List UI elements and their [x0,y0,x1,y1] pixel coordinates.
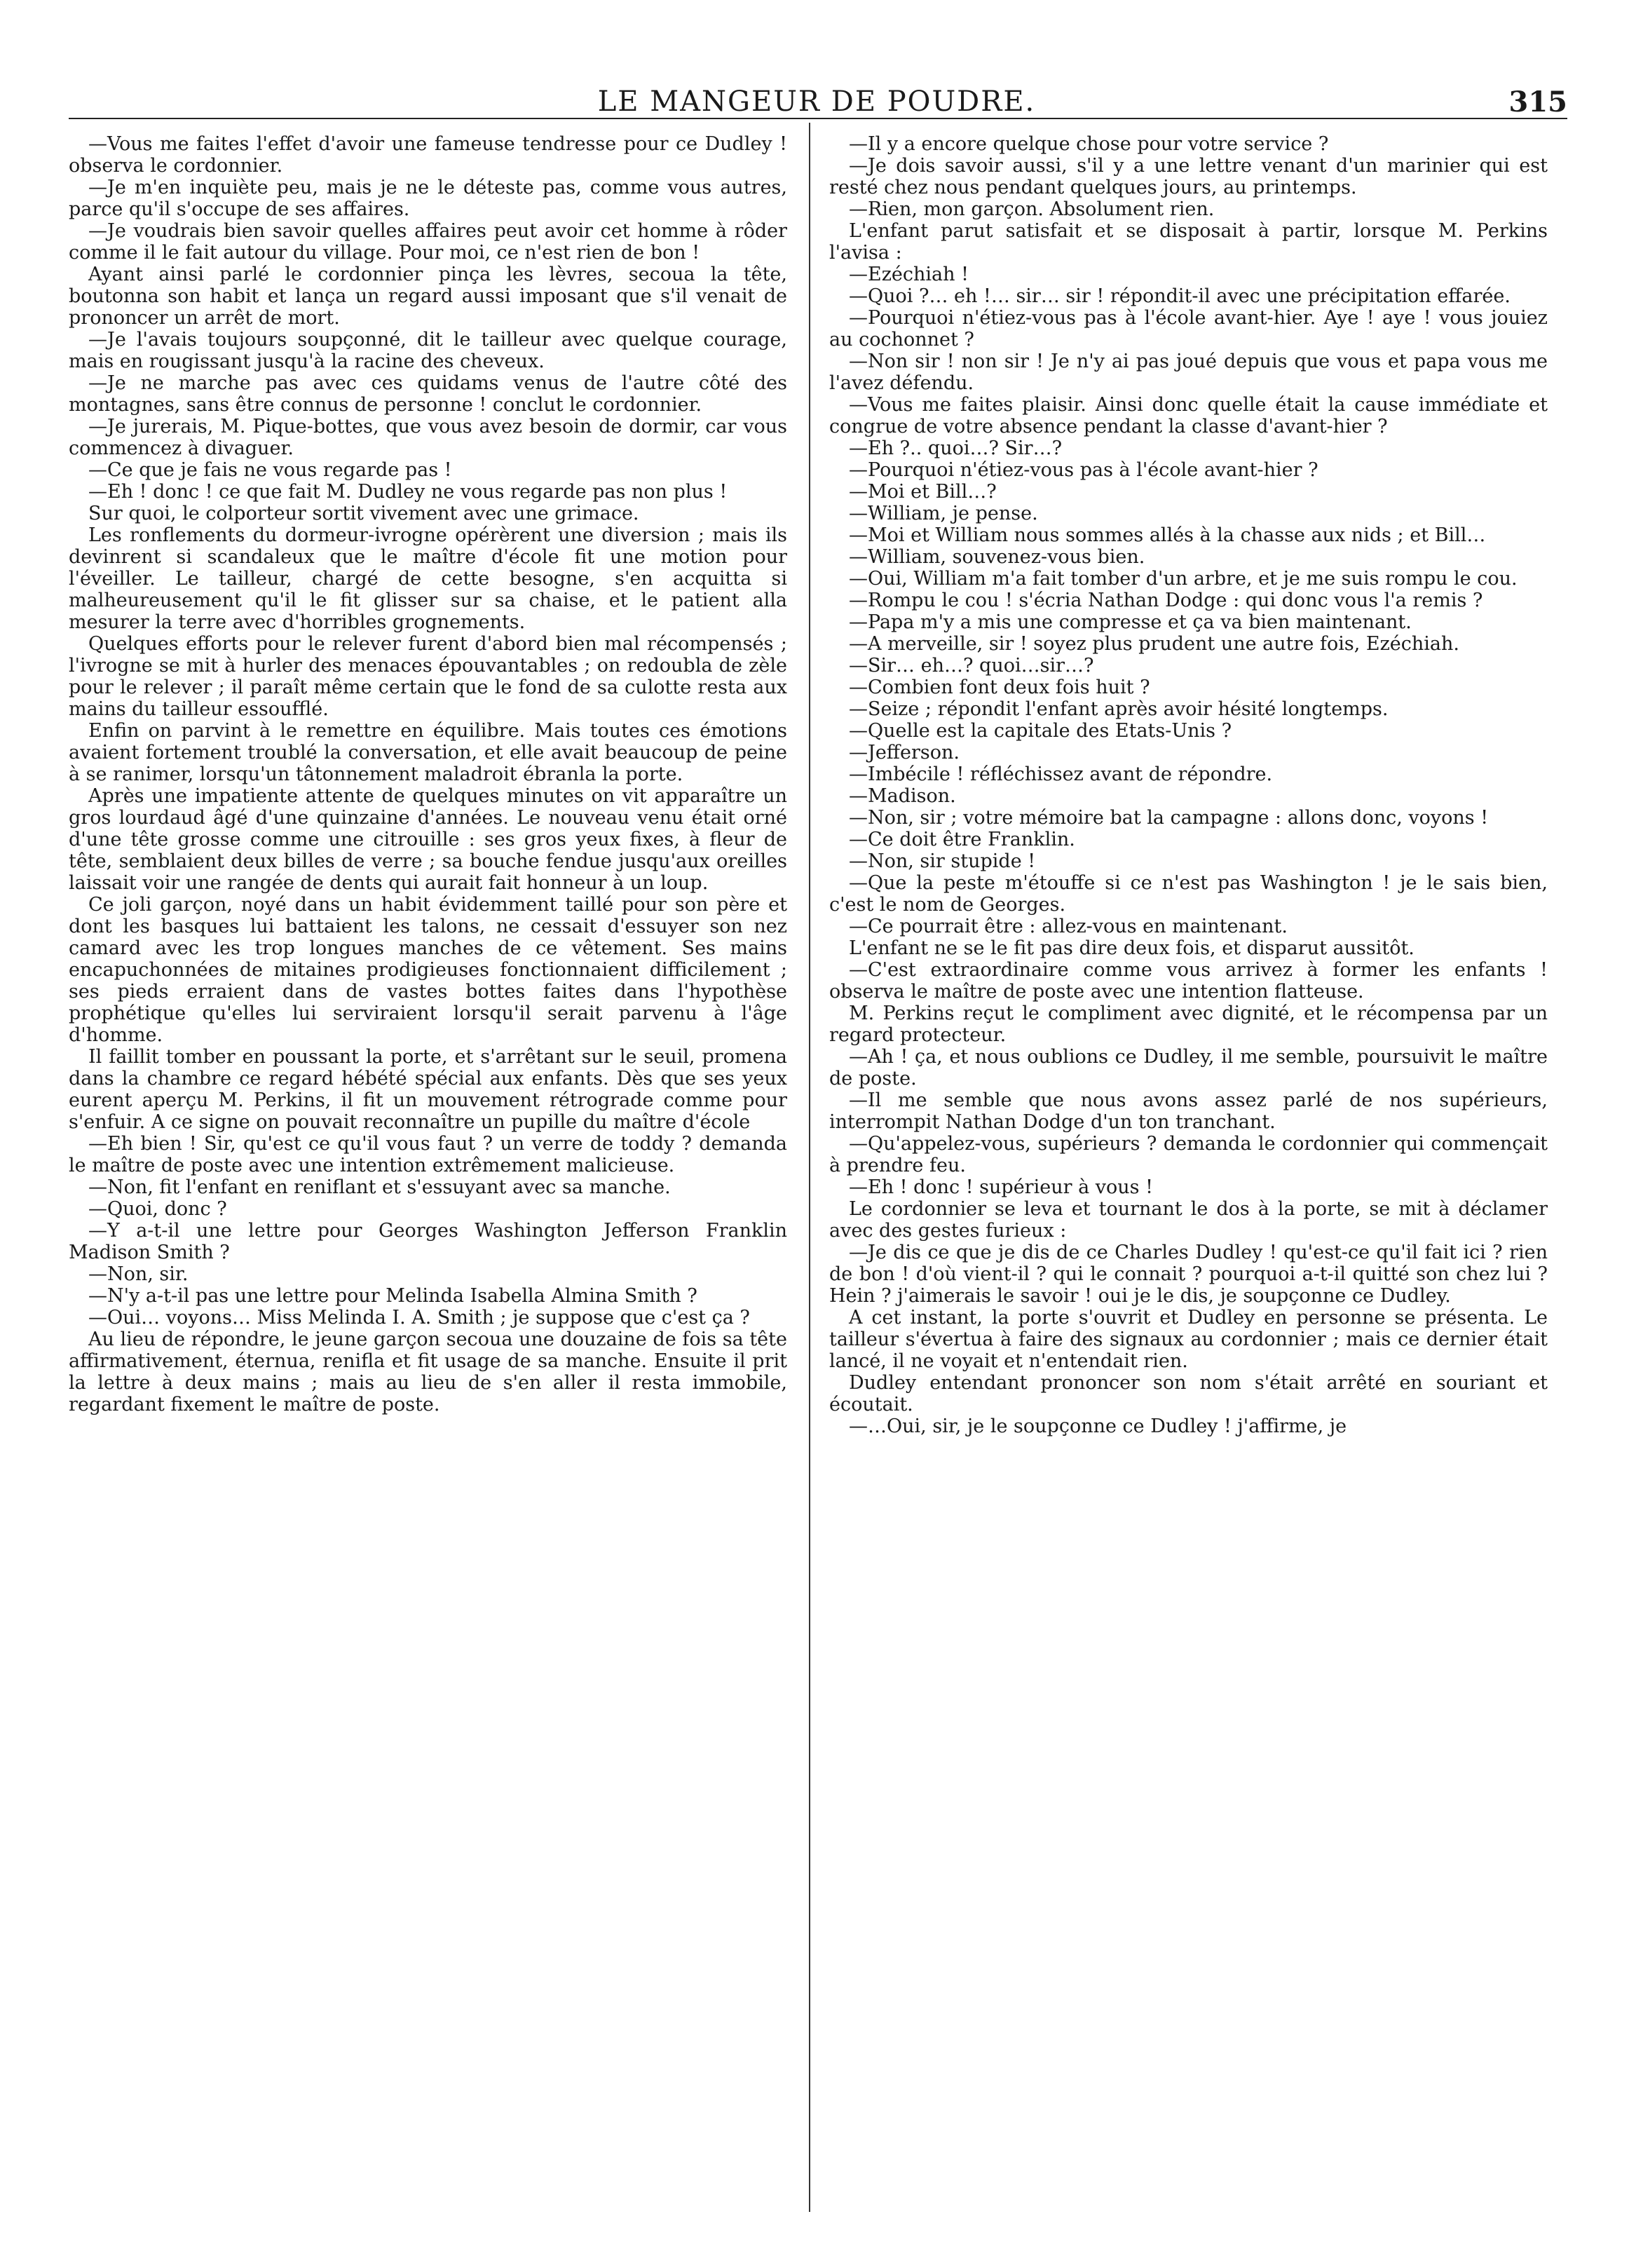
running-title: LE MANGEUR DE POUDRE. [597,86,1036,118]
paragraph: Il faillit tomber en poussant la porte, et s'arrêtant sur le seuil, promena dans la chambre ce regard hébété spécial aux enfants. Dès que ses yeux eurent aperçu M. Perkins, il fit un mouvement rétrograde comme pour s'enfuir. A ce signe on pouvait reconnaître un pupille du maître d'école [69,1046,787,1133]
paragraph: —N'y a-t-il pas une lettre pour Melinda Isabella Almina Smith ? [88,1285,697,1307]
paragraph: —Je voudrais bien savoir quelles affaires peut avoir cet homme à rôder comme il le fait autour du village. Pour moi, ce n'est rien de bon ! [69,220,787,264]
paragraph: —Quoi ?… eh !… sir… sir ! répondit-il avec une précipitation effarée. [849,285,1511,307]
paragraph: —Ce doit être Franklin. [849,829,1075,850]
paragraph: —Y a-t-il une lettre pour Georges Washington Jefferson Franklin Madison Smith ? [69,1220,787,1263]
paragraph: —Quelle est la capitale des Etats-Unis ? [849,720,1232,742]
page-header [0,70,1636,119]
paragraph: —Il me semble que nous avons assez parlé de nos supérieurs, interrompit Nathan Dodge d'un ton tranchant. [829,1089,1548,1133]
header-rule [69,118,1567,119]
paragraph: —Je ne marche pas avec ces quidams venus de l'autre côté des montagnes, sans être connus de personne ! conclut le cordonnier. [69,372,787,416]
paragraph: —Vous me faites l'effet d'avoir une fameuse tendresse pour ce Dudley ! observa le cordonnier. [69,133,787,177]
page-number: 315 [1508,86,1567,118]
paragraph: —Je dis ce que je dis de ce Charles Dudley ! qu'est-ce qu'il fait ici ? rien de bon ! d'où vient-il ? qui le connait ? pourquoi a-t-il quitté son chez lui ? Hein ? j'aimerais le savoir ! oui je le dis, je soupçonne ce Dudley. [829,1242,1548,1307]
paragraph: —Vous me faites plaisir. Ainsi donc quelle était la cause immédiate et congrue de votre absence pendant la classe d'avant-hier ? [829,394,1548,437]
paragraph: —Moi et William nous sommes allés à la chasse aux nids ; et Bill… [849,524,1486,546]
paragraph: —William, souvenez-vous bien. [849,546,1145,568]
paragraph: —Qu'appelez-vous, supérieurs ? demanda le cordonnier qui commençait à prendre feu. [829,1133,1548,1176]
paragraph: —Oui, William m'a fait tomber d'un arbre, et je me suis rompu le cou. [849,568,1518,590]
column-rule [809,123,810,2212]
paragraph: Après une impatiente attente de quelques minutes on vit apparaître un gros lourdaud âgé d'une quinzaine d'années. Le nouveau venu était orné d'une tête grosse comme une citrouille : ses gros yeux fixes, à fleur de tête, semblaient deux billes de verre ; sa bouche fendue jusqu'aux oreilles laissait voir une rangée de dents qui aurait fait honneur à un loup. [69,785,787,894]
paragraph: —Je jurerais, M. Pique-bottes, que vous avez besoin de dormir, car vous commencez à divaguer. [69,416,787,459]
paragraph: —Imbécile ! réfléchissez avant de répondre. [849,763,1273,785]
paragraph: —Seize ; répondit l'enfant après avoir hésité longtemps. [849,698,1389,720]
paragraph: —Pourquoi n'étiez-vous pas à l'école avant-hier ? [849,459,1318,481]
paragraph: —Eh bien ! Sir, qu'est ce qu'il vous faut ? un verre de toddy ? demanda le maître de poste avec une intention extrêmement malicieuse. [69,1133,787,1176]
paragraph: —A merveille, sir ! soyez plus prudent une autre fois, Ezéchiah. [849,633,1460,655]
paragraph: —Quoi, donc ? [88,1198,227,1220]
paragraph: —Combien font deux fois huit ? [849,677,1150,698]
paragraph: Enfin on parvint à le remettre en équilibre. Mais toutes ces émotions avaient fortement troublé la conversation, et elle avait beaucoup de peine à se ranimer, lorsqu'un tâtonnement maladroit ébranla la porte. [69,720,787,785]
paragraph: Au lieu de répondre, le jeune garçon secoua une douzaine de fois sa tête affirmativement, éternua, renifla et fit usage de sa manche. Ensuite il prit la lettre à deux mains ; mais au lieu de s'en aller il resta immobile, regardant fixement le maître de poste. [69,1329,787,1415]
paragraph: Quelques efforts pour le relever furent d'abord bien mal récompensés ; l'ivrogne se mit à hurler des menaces épouvantables ; on redoubla de zèle pour le relever ; il paraît même certain que le fond de sa culotte resta aux mains du tailleur essoufflé. [69,633,787,720]
paragraph: Sur quoi, le colporteur sortit vivement avec une grimace. [88,503,639,524]
paragraph: —Oui… voyons… Miss Melinda I. A. Smith ; je suppose que c'est ça ? [88,1307,750,1329]
paragraph: —C'est extraordinaire comme vous arrivez à former les enfants ! observa le maître de poste avec une intention flatteuse. [829,959,1548,1003]
paragraph: —Non, sir ; votre mémoire bat la campagne : allons donc, voyons ! [849,807,1489,829]
paragraph: Ayant ainsi parlé le cordonnier pinça les lèvres, secoua la tête, boutonna son habit et lança un regard aussi imposant que s'il venait de prononcer un arrêt de mort. [69,264,787,329]
paragraph: —Non, sir. [88,1263,189,1285]
paragraph: Le cordonnier se leva et tournant le dos à la porte, se mit à déclamer avec des gestes furieux : [829,1198,1548,1242]
paragraph: —Que la peste m'étouffe si ce n'est pas Washington ! je le sais bien, c'est le nom de Georges. [829,872,1548,916]
paragraph: —Ce que je fais ne vous regarde pas ! [88,459,452,481]
paragraph: —Eh ! donc ! supérieur à vous ! [849,1176,1153,1198]
paragraph: —Je m'en inquiète peu, mais je ne le déteste pas, comme vous autres, parce qu'il s'occupe de ses affaires. [69,177,787,220]
paragraph: —Ah ! ça, et nous oublions ce Dudley, il me semble, poursuivit le maître de poste. [829,1046,1548,1089]
paragraph: —Rien, mon garçon. Absolument rien. [849,198,1215,220]
paragraph: Dudley entendant prononcer son nom s'était arrêté en souriant et écoutait. [829,1372,1548,1415]
paragraph: —Non, fit l'enfant en reniflant et s'essuyant avec sa manche. [88,1176,671,1198]
paragraph: L'enfant parut satisfait et se disposait à partir, lorsque M. Perkins l'avisa : [829,220,1548,264]
paragraph: —Je dois savoir aussi, s'il y a une lettre venant d'un marinier qui est resté chez nous pendant quelques jours, au printemps. [829,155,1548,198]
paragraph: —Jefferson. [849,742,960,763]
paragraph: L'enfant ne se le fit pas dire deux fois, et disparut aussitôt. [849,937,1415,959]
paragraph: —Il y a encore quelque chose pour votre service ? [849,133,1329,155]
paragraph: —Papa m'y a mis une compresse et ça va bien maintenant. [849,611,1412,633]
paragraph: —Moi et Bill…? [849,481,997,503]
paragraph: —William, je pense. [849,503,1038,524]
paragraph: —Ezéchiah ! [849,264,969,285]
paragraph: —Eh ?.. quoi…? Sir…? [849,437,1063,459]
paragraph: —Non sir ! non sir ! Je n'y ai pas joué depuis que vous et papa vous me l'avez défendu. [829,351,1548,394]
paragraph: Les ronflements du dormeur-ivrogne opérèrent une diversion ; mais ils devinrent si scandaleux que le maître d'école fit une motion pour l'éveiller. Le tailleur, chargé de cette besogne, s'en acquitta si malheureusement qu'il le fit glisser sur sa chaise, et le patient alla mesurer la terre avec d'horribles grognements. [69,524,787,633]
paragraph: M. Perkins reçut le compliment avec dignité, et le récompensa par un regard protecteur. [829,1003,1548,1046]
right-column [829,133,1548,2208]
paragraph: Ce joli garçon, noyé dans un habit évidemment taillé pour son père et dont les basques lui battaient les talons, ne cessait d'essuyer son nez camard avec les trop longues manches de ce vêtement. Ses mains encapuchonnées de mitaines prodigieuses fonctionnaient difficilement ; ses pieds erraient dans de vastes bottes faites dans l'hypothèse prophétique qu'elles lui serviraient lorsqu'il serait parvenu à l'âge d'homme. [69,894,787,1046]
paragraph: —Eh ! donc ! ce que fait M. Dudley ne vous regarde pas non plus ! [88,481,728,503]
paragraph: —Rompu le cou ! s'écria Nathan Dodge : qui donc vous l'a remis ? [849,590,1483,611]
paragraph: —Madison. [849,785,956,807]
left-column [69,133,787,2208]
paragraph: —Sir… eh…? quoi…sir…? [849,655,1094,677]
paragraph: A cet instant, la porte s'ouvrit et Dudley en personne se présenta. Le tailleur s'évertua à faire des signaux au cordonnier ; mais ce dernier était lancé, il ne voyait et n'entendait rien. [829,1307,1548,1372]
paragraph: —Ce pourrait être : allez-vous en maintenant. [849,916,1288,937]
paragraph: —Non, sir stupide ! [849,850,1036,872]
paragraph: —…Oui, sir, je le soupçonne ce Dudley ! j'affirme, je [849,1415,1347,1437]
paragraph: —Je l'avais toujours soupçonné, dit le tailleur avec quelque courage, mais en rougissant jusqu'à la racine des cheveux. [69,329,787,372]
paragraph: —Pourquoi n'étiez-vous pas à l'école avant-hier. Aye ! aye ! vous jouiez au cochonnet ? [829,307,1548,351]
